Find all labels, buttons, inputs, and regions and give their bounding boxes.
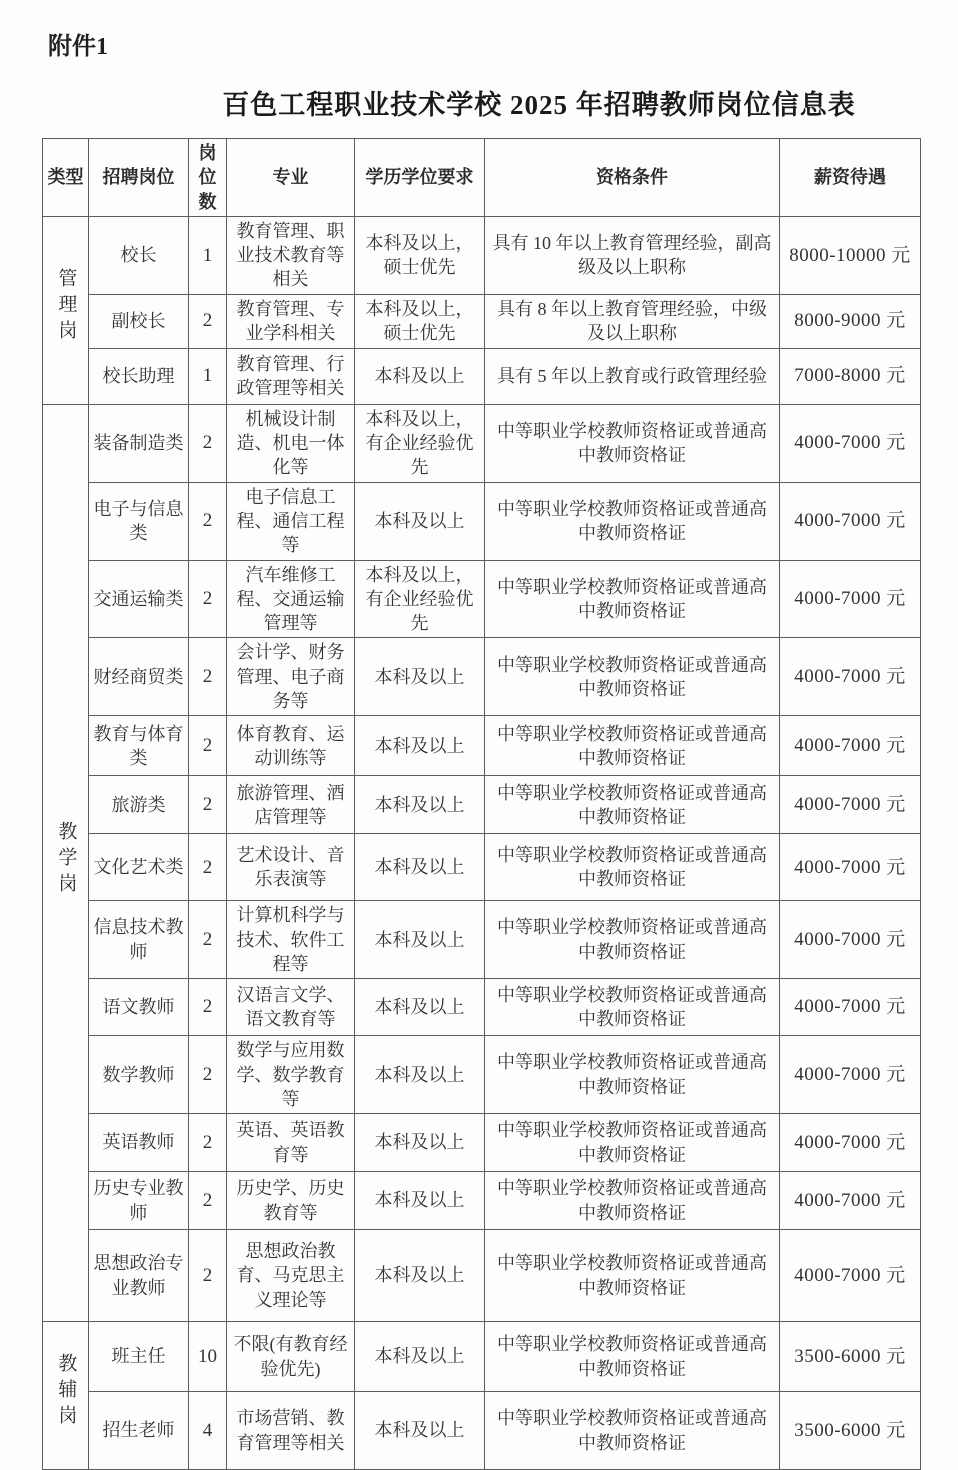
cell-salary: 4000-7000 元 <box>780 979 921 1036</box>
cell-major: 旅游管理、酒店管理等 <box>227 776 355 834</box>
cell-position: 财经商贸类 <box>89 638 189 716</box>
cell-salary: 4000-7000 元 <box>780 638 921 716</box>
table-row <box>43 716 921 776</box>
header-salary: 薪资待遇 <box>780 139 921 217</box>
cell-count: 2 <box>189 901 227 979</box>
cell-qualification: 中等职业学校教师资格证或普通高中教师资格证 <box>485 560 780 638</box>
cell-count: 2 <box>189 482 227 560</box>
cell-major: 计算机科学与技术、软件工程等 <box>227 901 355 979</box>
cell-education: 本科及以上 <box>355 1172 485 1230</box>
table-row <box>43 294 921 348</box>
cell-count: 2 <box>189 834 227 901</box>
cell-education: 本科及以上 <box>355 776 485 834</box>
cell-salary: 4000-7000 元 <box>780 901 921 979</box>
cell-major: 电子信息工程、通信工程等 <box>227 482 355 560</box>
header-row <box>43 139 921 217</box>
cell-position: 数学教师 <box>89 1036 189 1114</box>
group-label: 管理岗 <box>55 268 77 347</box>
header-education: 学历学位要求 <box>355 139 485 217</box>
cell-qualification: 中等职业学校教师资格证或普通高中教师资格证 <box>485 1392 780 1470</box>
cell-position: 历史专业教师 <box>89 1172 189 1230</box>
cell-count: 10 <box>189 1322 227 1392</box>
page-title: 百色工程职业技术学校 2025 年招聘教师岗位信息表 <box>222 90 856 120</box>
cell-education: 本科及以上 <box>355 979 485 1036</box>
cell-count: 2 <box>189 560 227 638</box>
cell-salary: 8000-10000 元 <box>780 216 921 294</box>
cell-count: 2 <box>189 776 227 834</box>
cell-major: 不限(有教育经验优先) <box>227 1322 355 1392</box>
cell-qualification: 中等职业学校教师资格证或普通高中教师资格证 <box>485 1230 780 1322</box>
cell-qualification: 中等职业学校教师资格证或普通高中教师资格证 <box>485 1114 780 1172</box>
cell-education: 本科及以上 <box>355 716 485 776</box>
table-row <box>43 404 921 482</box>
cell-position: 信息技术教师 <box>89 901 189 979</box>
cell-salary: 4000-7000 元 <box>780 560 921 638</box>
cell-major: 教育管理、职业技术教育等相关 <box>227 216 355 294</box>
cell-count: 1 <box>189 348 227 404</box>
table-row <box>43 1322 921 1392</box>
cell-qualification: 中等职业学校教师资格证或普通高中教师资格证 <box>485 1172 780 1230</box>
cell-position: 电子与信息类 <box>89 482 189 560</box>
group-label: 教学岗 <box>55 820 77 899</box>
cell-salary: 4000-7000 元 <box>780 834 921 901</box>
cell-major: 市场营销、教育管理等相关 <box>227 1392 355 1470</box>
cell-major: 艺术设计、音乐表演等 <box>227 834 355 901</box>
cell-qualification: 具有 5 年以上教育或行政管理经验 <box>485 348 780 404</box>
cell-major: 数学与应用数学、数学教育等 <box>227 1036 355 1114</box>
cell-count: 2 <box>189 294 227 348</box>
attachment-label: 附件1 <box>48 34 108 60</box>
cell-education: 本科及以上，有企业经验优先 <box>355 560 485 638</box>
cell-salary: 7000-8000 元 <box>780 348 921 404</box>
cell-major: 教育管理、专业学科相关 <box>227 294 355 348</box>
header-major: 专业 <box>227 139 355 217</box>
cell-position: 招生老师 <box>89 1392 189 1470</box>
cell-education: 本科及以上 <box>355 1036 485 1114</box>
cell-qualification: 中等职业学校教师资格证或普通高中教师资格证 <box>485 716 780 776</box>
table-row <box>43 1114 921 1172</box>
cell-salary: 4000-7000 元 <box>780 404 921 482</box>
table-row <box>43 216 921 294</box>
table-row <box>43 348 921 404</box>
cell-salary: 4000-7000 元 <box>780 1172 921 1230</box>
recruitment-table <box>42 138 921 1470</box>
cell-major: 机械设计制造、机电一体化等 <box>227 404 355 482</box>
cell-education: 本科及以上，有企业经验优先 <box>355 404 485 482</box>
table-row <box>43 979 921 1036</box>
cell-salary: 4000-7000 元 <box>780 1230 921 1322</box>
cell-salary: 4000-7000 元 <box>780 776 921 834</box>
cell-position: 校长 <box>89 216 189 294</box>
cell-salary: 3500-6000 元 <box>780 1392 921 1470</box>
table-row <box>43 638 921 716</box>
cell-education: 本科及以上 <box>355 348 485 404</box>
cell-salary: 4000-7000 元 <box>780 1114 921 1172</box>
cell-qualification: 中等职业学校教师资格证或普通高中教师资格证 <box>485 1322 780 1392</box>
cell-position: 旅游类 <box>89 776 189 834</box>
cell-count: 2 <box>189 1172 227 1230</box>
cell-qualification: 中等职业学校教师资格证或普通高中教师资格证 <box>485 901 780 979</box>
cell-position: 思想政治专业教师 <box>89 1230 189 1322</box>
table-row <box>43 1036 921 1114</box>
table-row <box>43 1172 921 1230</box>
cell-education: 本科及以上 <box>355 1322 485 1392</box>
header-type: 类型 <box>43 139 89 217</box>
cell-major: 汉语言文学、语文教育等 <box>227 979 355 1036</box>
cell-position: 装备制造类 <box>89 404 189 482</box>
cell-education: 本科及以上 <box>355 638 485 716</box>
cell-education: 本科及以上 <box>355 901 485 979</box>
group-label: 教辅岗 <box>55 1353 77 1432</box>
cell-education: 本科及以上，硕士优先 <box>355 294 485 348</box>
table-row <box>43 1392 921 1470</box>
cell-major: 会计学、财务管理、电子商务等 <box>227 638 355 716</box>
cell-position: 文化艺术类 <box>89 834 189 901</box>
cell-major: 汽车维修工程、交通运输管理等 <box>227 560 355 638</box>
group-cell-teaching <box>43 404 89 1321</box>
cell-salary: 8000-9000 元 <box>780 294 921 348</box>
cell-count: 2 <box>189 979 227 1036</box>
cell-count: 1 <box>189 216 227 294</box>
table-row <box>43 1230 921 1322</box>
header-position: 招聘岗位 <box>89 139 189 217</box>
cell-position: 校长助理 <box>89 348 189 404</box>
cell-qualification: 中等职业学校教师资格证或普通高中教师资格证 <box>485 776 780 834</box>
table-row <box>43 776 921 834</box>
cell-position: 班主任 <box>89 1322 189 1392</box>
cell-qualification: 中等职业学校教师资格证或普通高中教师资格证 <box>485 1036 780 1114</box>
table-row <box>43 560 921 638</box>
cell-education: 本科及以上 <box>355 834 485 901</box>
table-row <box>43 901 921 979</box>
cell-qualification: 中等职业学校教师资格证或普通高中教师资格证 <box>485 638 780 716</box>
cell-salary: 4000-7000 元 <box>780 482 921 560</box>
header-count: 岗位数 <box>189 139 227 217</box>
cell-position: 英语教师 <box>89 1114 189 1172</box>
cell-major: 体育教育、运动训练等 <box>227 716 355 776</box>
cell-education: 本科及以上，硕士优先 <box>355 216 485 294</box>
cell-salary: 3500-6000 元 <box>780 1322 921 1392</box>
cell-qualification: 具有 8 年以上教育管理经验，中级及以上职称 <box>485 294 780 348</box>
cell-qualification: 中等职业学校教师资格证或普通高中教师资格证 <box>485 979 780 1036</box>
cell-qualification: 中等职业学校教师资格证或普通高中教师资格证 <box>485 404 780 482</box>
cell-position: 教育与体育类 <box>89 716 189 776</box>
cell-major: 教育管理、行政管理等相关 <box>227 348 355 404</box>
cell-education: 本科及以上 <box>355 1230 485 1322</box>
cell-count: 2 <box>189 404 227 482</box>
cell-count: 2 <box>189 1230 227 1322</box>
cell-count: 2 <box>189 638 227 716</box>
cell-qualification: 中等职业学校教师资格证或普通高中教师资格证 <box>485 482 780 560</box>
cell-salary: 4000-7000 元 <box>780 1036 921 1114</box>
table-row <box>43 834 921 901</box>
cell-qualification: 中等职业学校教师资格证或普通高中教师资格证 <box>485 834 780 901</box>
cell-qualification: 具有 10 年以上教育管理经验，副高级及以上职称 <box>485 216 780 294</box>
cell-major: 英语、英语教育等 <box>227 1114 355 1172</box>
cell-count: 2 <box>189 1036 227 1114</box>
group-cell-support <box>43 1322 89 1470</box>
table-row <box>43 482 921 560</box>
cell-major: 历史学、历史教育等 <box>227 1172 355 1230</box>
cell-salary: 4000-7000 元 <box>780 716 921 776</box>
cell-education: 本科及以上 <box>355 1114 485 1172</box>
cell-position: 语文教师 <box>89 979 189 1036</box>
cell-count: 2 <box>189 1114 227 1172</box>
cell-count: 2 <box>189 716 227 776</box>
cell-position: 交通运输类 <box>89 560 189 638</box>
cell-education: 本科及以上 <box>355 482 485 560</box>
group-cell-management <box>43 216 89 404</box>
cell-count: 4 <box>189 1392 227 1470</box>
cell-education: 本科及以上 <box>355 1392 485 1470</box>
header-qualification: 资格条件 <box>485 139 780 217</box>
cell-major: 思想政治教育、马克思主义理论等 <box>227 1230 355 1322</box>
cell-position: 副校长 <box>89 294 189 348</box>
